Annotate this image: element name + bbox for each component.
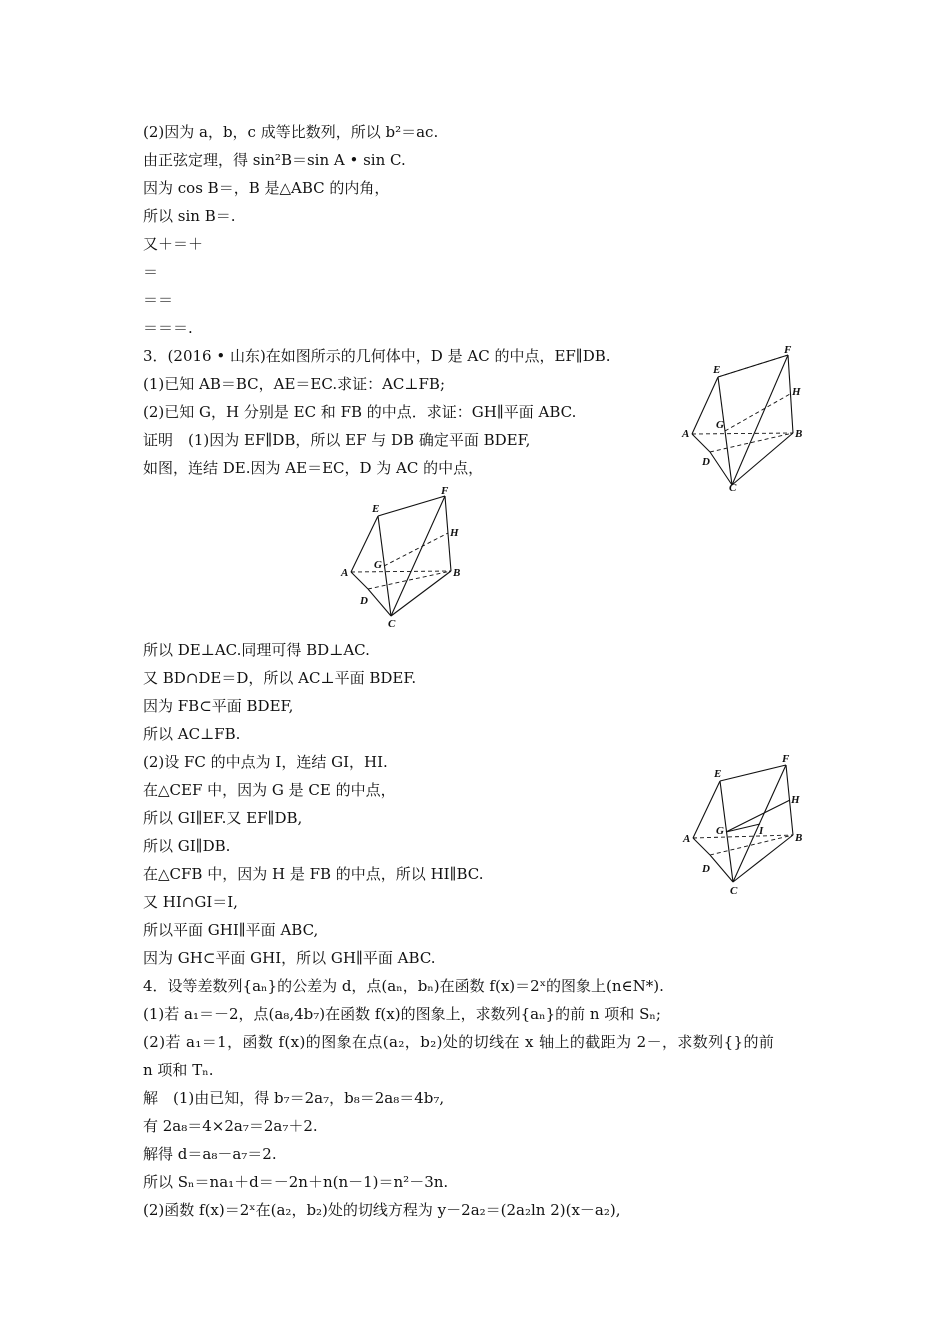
- text-line: 有 2a₈＝4×2a₇＝2a₇＋2.: [143, 1117, 318, 1135]
- text-line: 又 BD∩DE＝D，所以 AC⊥平面 BDEF.: [143, 669, 417, 687]
- text-line: 所以 GI∥EF.又 EF∥DB,: [143, 809, 303, 827]
- point-label: G: [716, 825, 724, 837]
- point-label: C: [388, 618, 396, 630]
- point-label: H: [450, 527, 459, 539]
- text-line: (1)若 a₁＝－2，点(a₈,4b₇)在函数 f(x)的图象上，求数列{aₙ}的前 n 项和 Sₙ;: [143, 1005, 661, 1023]
- text-line: 证明 (1)因为 EF∥DB，所以 EF 与 DB 确定平面 BDEF,: [143, 431, 531, 449]
- point-label: B: [453, 567, 461, 579]
- point-label: D: [702, 863, 710, 875]
- text-line: 在△CEF 中，因为 G 是 CE 的中点，: [143, 781, 396, 799]
- text-line: (2)设 FC 的中点为 I，连结 GI，HI.: [143, 753, 388, 771]
- text-line: 解 (1)由已知，得 b₇＝2a₇，b₈＝2a₈＝4b₇,: [143, 1089, 445, 1107]
- text-line: 所以 sin B＝.: [143, 207, 236, 225]
- text-line: 如图，连结 DE.因为 AE＝EC，D 为 AC 的中点，: [143, 459, 484, 477]
- point-label: B: [795, 428, 803, 440]
- text-line: (2)函数 f(x)＝2ˣ在(a₂，b₂)处的切线方程为 y－2a₂＝(2a₂ln 2)(x－a₂),: [143, 1201, 621, 1219]
- point-label: C: [729, 482, 737, 494]
- text-line: (2)若 a₁＝1，函数 f(x)的图象在点(a₂，b₂)处的切线在 x 轴上的截距为 2－，求数列{}的前: [143, 1033, 775, 1051]
- text-line: (2)因为 a，b，c 成等比数列，所以 b²＝ac.: [143, 123, 439, 141]
- text-line: (2)已知 G，H 分别是 EC 和 FB 的中点．求证：GH∥平面 ABC.: [143, 403, 577, 421]
- text-line: ＝＝＝.: [143, 319, 193, 337]
- point-label: A: [683, 833, 691, 845]
- point-label: C: [730, 885, 738, 897]
- text-line: 由正弦定理，得 sin²B＝sin A • sin C.: [143, 151, 406, 169]
- point-label: E: [714, 768, 722, 780]
- text-line: ＝＝: [143, 291, 174, 309]
- point-label: I: [759, 825, 764, 837]
- problem-3-statement: 3．(2016 • 山东)在如图所示的几何体中，D 是 AC 的中点，EF∥DB.: [143, 347, 611, 365]
- point-label: A: [682, 428, 690, 440]
- point-label: H: [791, 794, 800, 806]
- point-label: G: [716, 419, 724, 431]
- geometry-figure-2: [338, 486, 473, 636]
- point-label: D: [702, 456, 710, 468]
- problem-4-statement: 4．设等差数列{aₙ}的公差为 d，点(aₙ，bₙ)在函数 f(x)＝2ˣ的图象上(n∈N*).: [143, 977, 664, 995]
- point-label: E: [713, 364, 721, 376]
- point-label: F: [441, 485, 449, 497]
- point-label: F: [782, 753, 790, 765]
- geometry-figure-1: [680, 345, 815, 495]
- text-line: n 项和 Tₙ.: [143, 1061, 214, 1079]
- point-label: F: [784, 344, 792, 356]
- text-line: ＝: [143, 263, 159, 281]
- point-label: A: [341, 567, 349, 579]
- text-line: 因为 cos B＝，B 是△ABC 的内角，: [143, 179, 390, 197]
- point-label: B: [795, 832, 803, 844]
- text-line: 因为 GH⊂平面 GHI，所以 GH∥平面 ABC.: [143, 949, 436, 967]
- text-line: 在△CFB 中，因为 H 是 FB 的中点，所以 HI∥BC.: [143, 865, 484, 883]
- point-label: G: [374, 559, 382, 571]
- text-line: 所以平面 GHI∥平面 ABC,: [143, 921, 319, 939]
- text-line: 因为 FB⊂平面 BDEF,: [143, 697, 294, 715]
- point-label: D: [360, 595, 368, 607]
- geometry-figure-3: [680, 752, 815, 902]
- text-line: 所以 AC⊥FB.: [143, 725, 241, 743]
- point-label: E: [372, 503, 380, 515]
- text-line: 所以 Sₙ＝na₁＋d＝－2n＋n(n－1)＝n²－3n.: [143, 1173, 449, 1191]
- text-line: 所以 GI∥DB.: [143, 837, 231, 855]
- point-label: H: [792, 386, 801, 398]
- text-line: (1)已知 AB＝BC，AE＝EC.求证：AC⊥FB;: [143, 375, 445, 393]
- text-line: 又＋＝＋: [143, 235, 204, 253]
- text-line: 所以 DE⊥AC.同理可得 BD⊥AC.: [143, 641, 370, 659]
- text-line: 又 HI∩GI＝I,: [143, 893, 238, 911]
- text-line: 解得 d＝a₈－a₇＝2.: [143, 1145, 277, 1163]
